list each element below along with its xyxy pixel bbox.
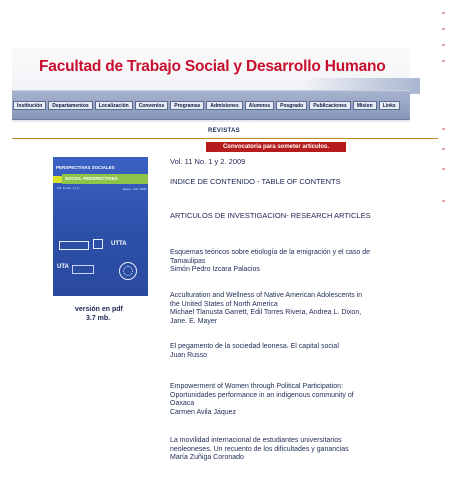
nav-links[interactable]: Links [379, 101, 400, 110]
nav-programas[interactable]: Programas [170, 101, 204, 110]
article-item[interactable] [170, 249, 370, 275]
nav-institucion[interactable]: Institución [13, 101, 46, 110]
section-label: REVISTAS [208, 128, 240, 134]
article-item[interactable] [170, 383, 370, 417]
nav-posgrado[interactable]: Posgrado [276, 101, 307, 110]
nav-publicaciones[interactable]: Publicaciones [309, 101, 351, 110]
article-item[interactable] [170, 437, 370, 463]
site-title[interactable]: Facultad de Trabajo Social y Desarrollo Humano [39, 58, 386, 75]
nav-mision[interactable]: Mision [353, 101, 377, 110]
nav-admisiones[interactable]: Admisiones [206, 101, 242, 110]
cover-seal-inner-icon [123, 266, 133, 276]
nav-departamentos[interactable]: Departamentos [48, 101, 92, 110]
cover-date: Enero - Dic. 2009 [123, 187, 147, 191]
article-title[interactable]: El pegamento de la sociedad leonesa. El capital social [170, 343, 339, 350]
cover-title-es: PERSPECTIVAS SOCIALES [56, 165, 115, 170]
article-authors: María Zuñiga Coronado [170, 454, 244, 462]
cover-volume: Vol. 11 No. 1 y 2 [57, 186, 79, 190]
pdf-size: 3.7 mb. [86, 315, 111, 322]
cover-title-en: SOCIAL PERSPECTIVES [65, 176, 118, 181]
nav-menu [13, 101, 400, 110]
nav-localizacion[interactable]: Localización [95, 101, 133, 110]
journal-cover-image[interactable] [53, 157, 148, 296]
nav-alumnos[interactable]: Alumnos [245, 101, 274, 110]
article-title[interactable]: Acculturation and Wellness of Native American Adolescents in the United States of North America [170, 292, 363, 308]
article-item[interactable] [170, 343, 370, 360]
research-articles-heading: ARTICULOS DE INVESTIGACION- RESEARCH ARTICLES [170, 211, 371, 220]
cover-logo-small [72, 265, 94, 274]
pdf-version-link[interactable]: versión en pdf [75, 306, 123, 313]
cover-logo-shield [93, 239, 103, 249]
cover-logo-utta: UTTA [111, 241, 127, 247]
article-authors: Michael Tlanusta Garrett, Edil Torres Rivera, Andrea L. Dixon, Jane. E. Mayer [170, 309, 362, 325]
issue-volume: Vol. 11 No. 1 y 2. 2009 [170, 157, 246, 166]
call-for-papers-link[interactable]: Convocatoria para someter artículos. [206, 142, 346, 152]
table-of-contents-heading: INDICE DE CONTENIDO - TABLE OF CONTENTS [170, 177, 341, 186]
article-authors: Simón Pedro Izcara Palacios [170, 266, 260, 274]
cover-logo-university [59, 241, 89, 250]
nav-convenios[interactable]: Convenios [135, 101, 169, 110]
cover-stripe-yellow [53, 176, 62, 183]
article-title[interactable]: La movilidad internacional de estudiantes universitarios neoleoneses. Un recuento de los dificultades y ganancias [170, 437, 349, 453]
article-title[interactable]: Esquemas teóricos sobre etiología de la emigración y el caso de Tamaulipas [170, 249, 370, 265]
cover-logo-uta: UTA [57, 264, 69, 270]
article-item[interactable] [170, 292, 370, 326]
article-authors: Carmen Avila Jáquez [170, 408, 237, 416]
right-edge-decoration [440, 0, 450, 491]
article-title[interactable]: Empowerment of Women through Political Participation: Oportunidades performance in an indigenous community of Oaxaca [170, 383, 354, 408]
divider [12, 138, 438, 139]
article-authors: Juan Russo [170, 351, 207, 359]
